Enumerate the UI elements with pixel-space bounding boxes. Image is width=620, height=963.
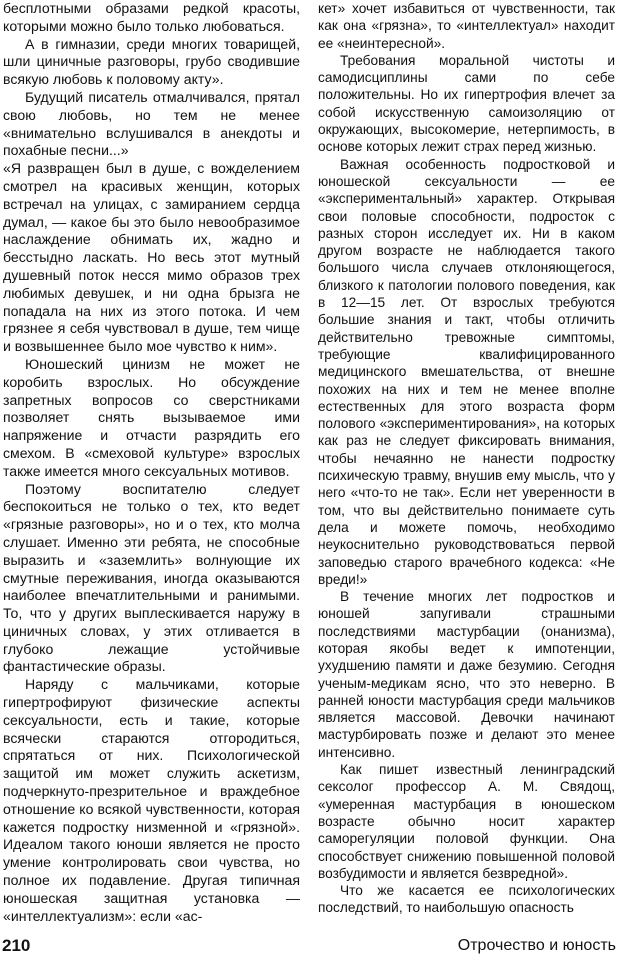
- paragraph: Что же касается ее психологических последствий, то наибольшую опасность: [318, 883, 615, 916]
- paragraph: Как пишет известный ленинградский сексолог профессор А. М. Свядощ, «умеренная мастурбация в юношеском возрасте обычно носит характер саморегуляции половой функции. Она способствует снижению повышенной половой возбудимости и является безвредной».: [318, 762, 615, 881]
- quote-paragraph: «Я развращен был в душе, с вожделением смотрел на красивых женщин, которых встречал на улицах, с замиранием сердца думал, — какое бы это было невообразимое наслаждение обнимать их, жадно и бесстыдно ласкать. Но весь этот мутный душевный поток несся мимо образов трех любимых девушек, и ни одна брызга не попадала на них из этого потока. И чем грязнее я себя чувствовал в душе, тем чище и возвышеннее было мое чувство к ним».: [3, 160, 300, 355]
- paragraph: В течение многих лет подростков и юношей запугивали страшными последствиями мастурбации (онанизма), которая якобы ведет к импотенции, ухудшению памяти и даже безумию. Сегодня ученым-медикам ясно, что это неверно. В ранней юности мастурбация среди мальчиков является массовой. Девочки начинают мастурбировать позже и делают это менее интенсивно.: [318, 589, 615, 760]
- paragraph: Юношеский цинизм не может не коробить взрослых. Но обсуждение запретных вопросов со сверстниками позволяет снять вызываемое ими напряжение и отчасти разрядить его смехом. В «смеховой культуре» взрослых также имеется много сексуальных мотивов.: [3, 355, 300, 479]
- running-section-title: Отрочество и юность: [457, 937, 616, 954]
- paragraph: Поэтому воспитателю следует беспокоиться не только о тех, кто ведет «грязные разговоры», но и о тех, кто молча слушает. Именно эти ребята, не способные выразить и «заземлить» волнующие их смутные переживания, иногда оказываются наиболее впечатлительными и ранимыми. То, что у других выплескивается наружу в циничных словах, у этих отливается в глубоко лежащие устойчивые фантастические образы.: [3, 480, 300, 675]
- paragraph: Будущий писатель отмалчивался, прятал свою любовь, но тем не менее «внимательно вслушивался в анекдоты и похабные песни...»: [3, 88, 300, 159]
- page-footer: [0, 936, 620, 960]
- paragraph: Требования моральной чистоты и самодисциплины сами по себе положительны. Но их гипертрофия влечет за собой искусственную самоизоляцию от окружающих, высокомерие, нетерпимость, в основе которых лежит страх перед жизнью.: [318, 52, 615, 155]
- paragraph: кет» хочет избавиться от чувственности, так как она «грязна», то «интеллектуал» находит ее «неинтересной».: [318, 1, 615, 51]
- paragraph: Наряду с мальчиками, которые гипертрофируют физические аспекты сексуальности, есть и такие, которые всячески стараются отгородиться, спрятаться от них. Психологической защитой им может служить аскетизм, подчеркнуто-презрительное и враждебное отношение ко всякой чувственности, которая кажется подростку низменной и «грязной». Идеалом такого юноши является не просто умение контролировать свои чувства, но полное их подавление. Другая типичная юношеская защитная установка — «интеллектуализм»: если «ас-: [3, 676, 300, 924]
- paragraph: бесплотными образами редкой красоты, которыми можно было только любоваться.: [3, 0, 300, 34]
- right-column: [318, 0, 615, 917]
- page-number: 210: [2, 936, 31, 955]
- paragraph: А в гимназии, среди многих товарищей, шли циничные разговоры, грубо сводившие всякую любовь к половому акту».: [3, 35, 300, 88]
- paragraph: Важная особенность подростковой и юношеской сексуальности — ее «экспериментальный» характер. Открывая свои половые способности, подросток с разных сторон исследует их. Ни в каком другом возрасте не наблюдается такого большого числа случаев отклоняющегося, близкого к патологии полового поведения, как в 12—15 лет. От взрослых требуются большие знания и такт, чтобы отличить действительно тревожные симптомы, требующие квалифицированного медицинского вмешательства, от внешне похожих на них и тем не менее вполне естественных для этого возраста форм полового «экспериментирования», на которых как раз не следует фиксировать внимания, чтобы нечаянно не нанести подростку психическую травму, внушив ему мысль, что у него «что-то не так». Если нет уверенности в том, что вы действительно понимаете суть дела и можете помочь, необходимо неукоснительно руководствоваться первой заповедью старого врачебного кодекса: «Не вреди!»: [318, 156, 615, 587]
- left-column: [3, 0, 300, 925]
